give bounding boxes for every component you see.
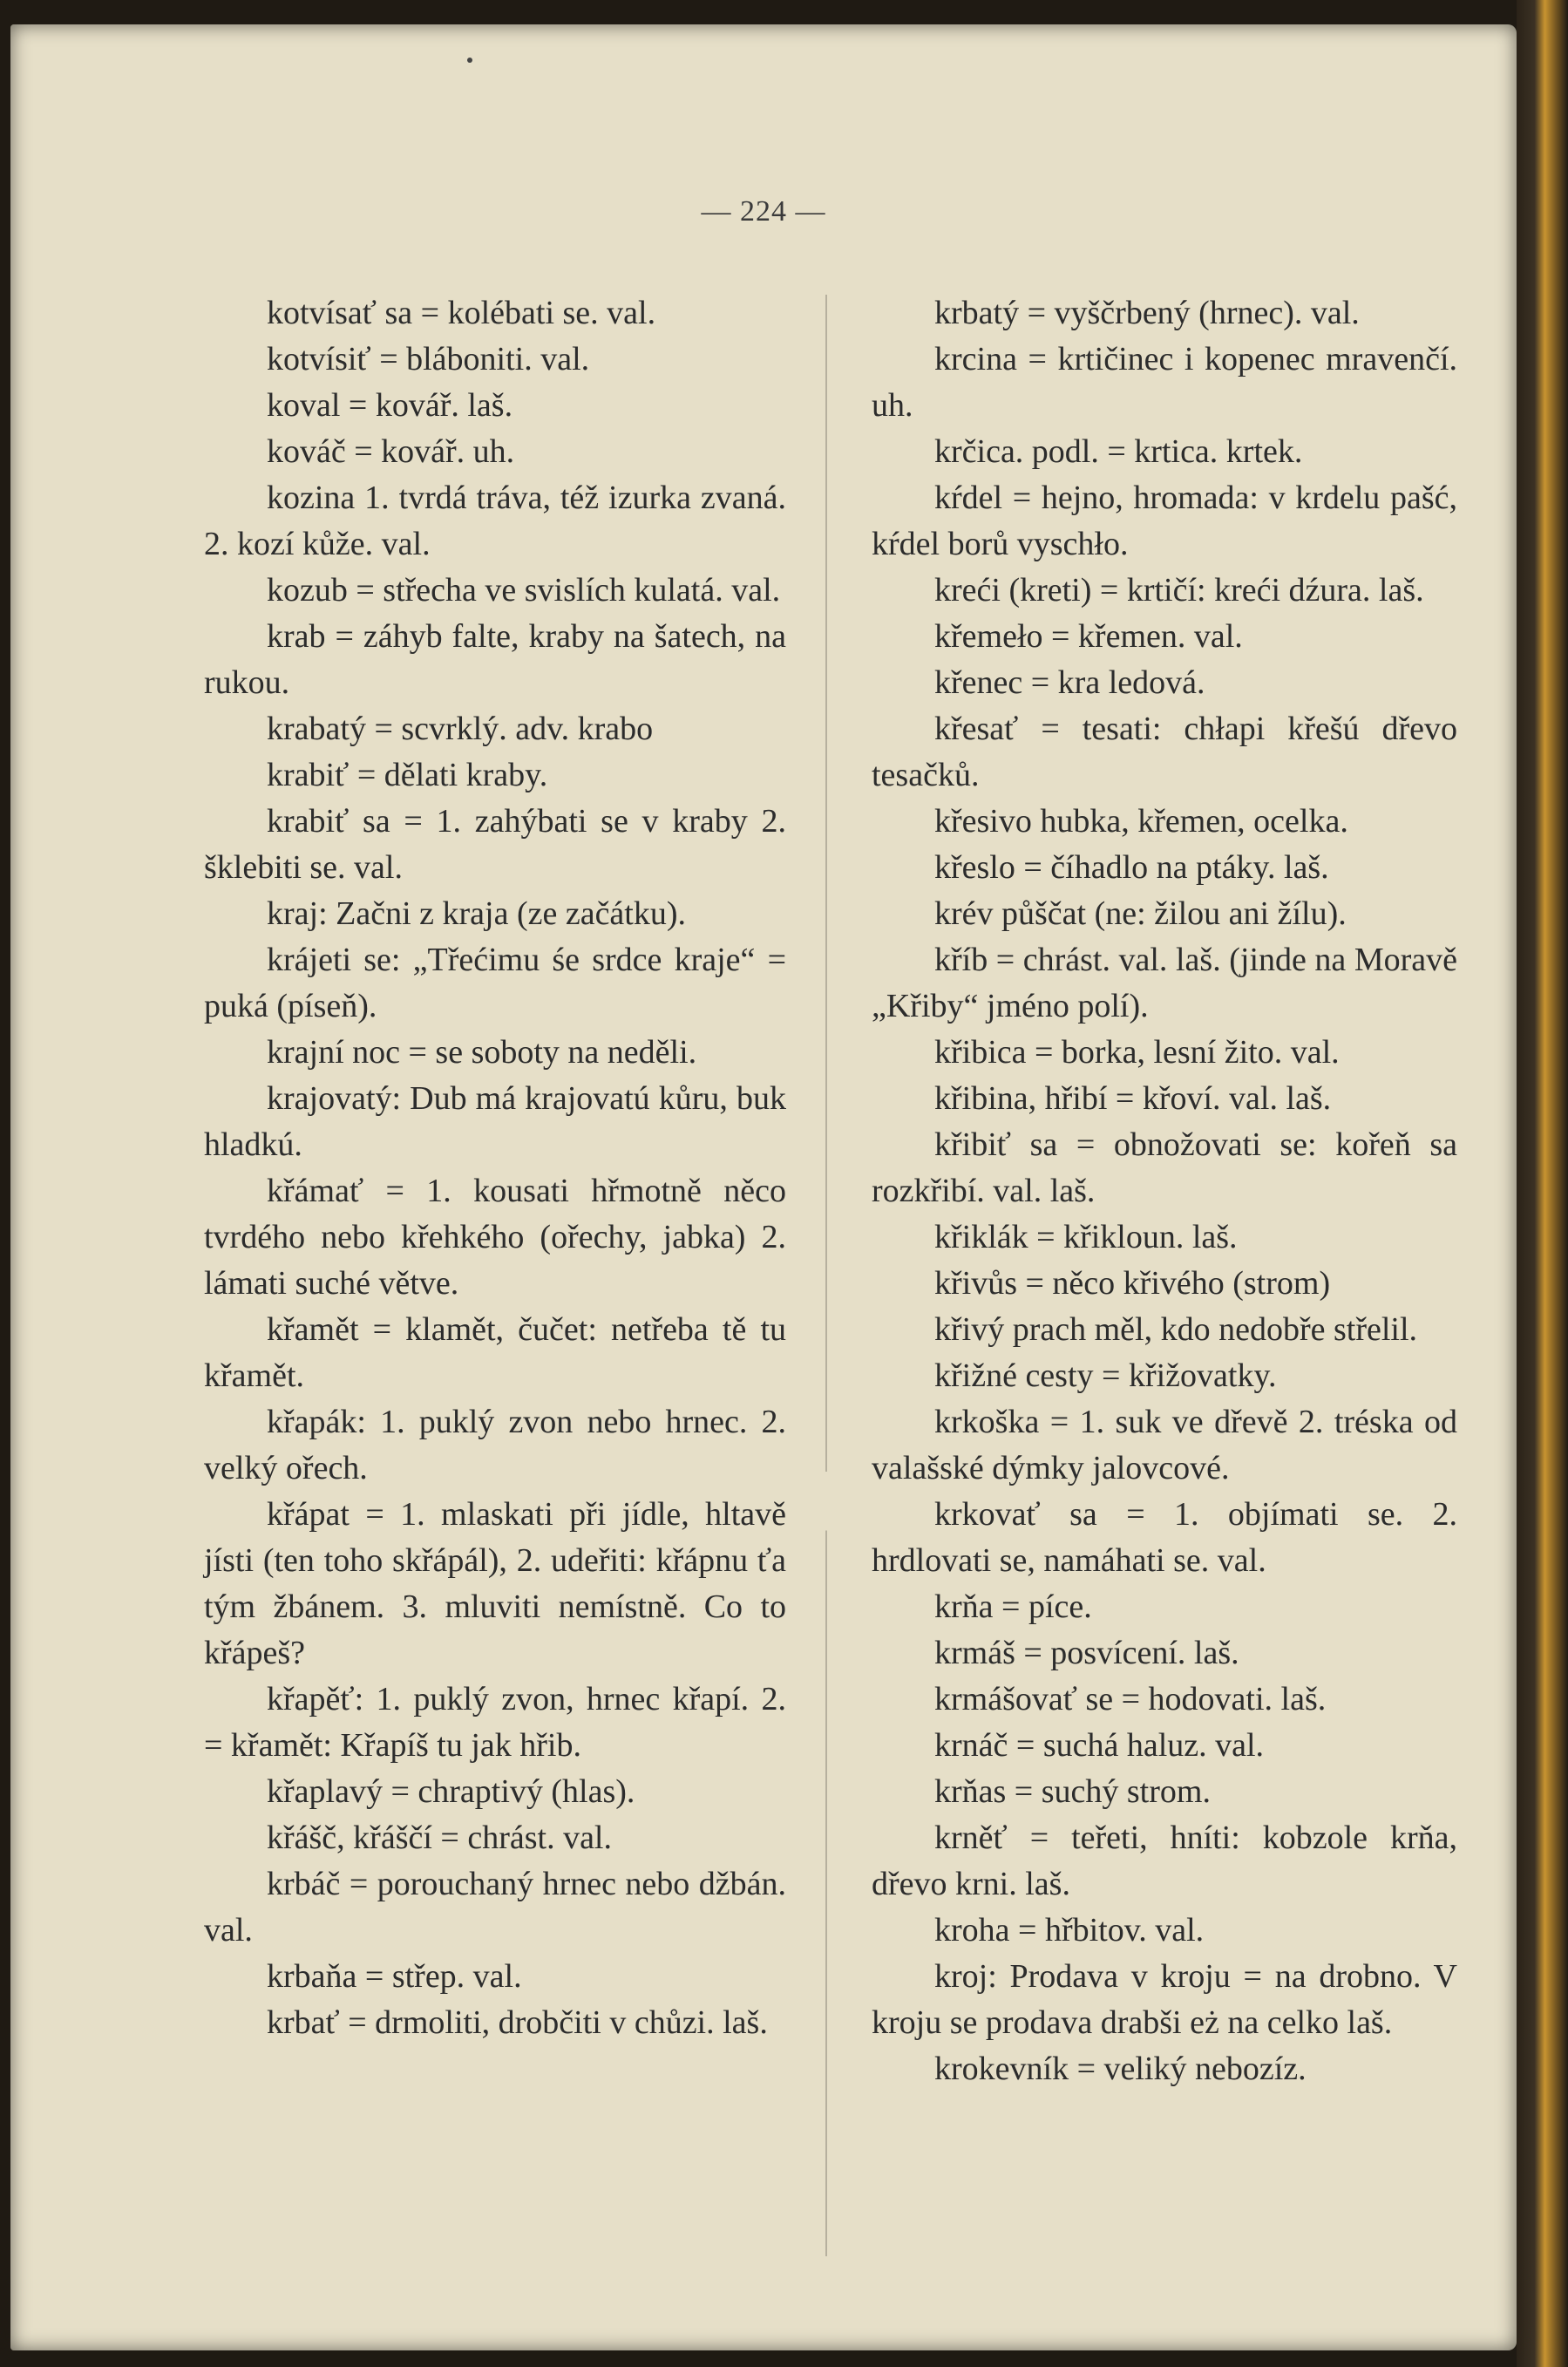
- dictionary-entry: křivůs = něco křivého (strom): [934, 1265, 1331, 1302]
- dictionary-entry: křibina, hřibí = křoví. val. laš.: [934, 1080, 1332, 1117]
- dictionary-entry: krbatý = vyščrbený (hrnec). val.: [934, 295, 1360, 331]
- dictionary-entry: krabatý = scvrklý. adv. krabo: [267, 711, 654, 747]
- column-divider: [825, 295, 827, 2256]
- dictionary-entry: krmášovať se = hodovati. laš.: [934, 1681, 1327, 1717]
- dictionary-entry: krněť = teřeti, hníti: kobzole krňa, dřevo krni. laš.: [872, 1819, 1457, 1902]
- dictionary-entry: krbáč = porouchaný hrnec nebo džbán. val.: [204, 1866, 786, 1949]
- dictionary-entry: krbaňa = střep. val.: [267, 1958, 522, 1995]
- dictionary-entry: křivý prach měl, kdo nedobře střelil.: [934, 1311, 1418, 1348]
- dictionary-entry: krab = záhyb falte, kraby na šatech, na rukou.: [204, 618, 786, 701]
- dictionary-entry: krňas = suchý strom.: [934, 1773, 1211, 1810]
- dictionary-entry: křápat = 1. mlaskati při jídle, hltavě jísti (ten toho skřápál), 2. udeřiti: křápnu ťa tým žbánem. 3. mluviti nemístně. Co to křápeš?: [204, 1496, 786, 1671]
- dictionary-entry: křášč, křáščí = chrást. val.: [267, 1819, 612, 1856]
- dictionary-entry: krmáš = posvícení. laš.: [934, 1635, 1239, 1671]
- book-spine: [1517, 0, 1568, 2367]
- dictionary-entry: kříb = chrást. val. laš. (jinde na Moravě „Křiby“ jméno polí).: [872, 942, 1457, 1024]
- dictionary-entry: krokevník = veliký nebozíz.: [934, 2051, 1307, 2087]
- dictionary-entry: kotvísať sa = kolébati se. val.: [267, 295, 656, 331]
- dictionary-entry: krčica. podl. = krtica. krtek.: [934, 433, 1303, 470]
- dictionary-entry: křeslo = číhadlo na ptáky. laš.: [934, 849, 1329, 886]
- dictionary-entry: křiklák = křikloun. laš.: [934, 1219, 1238, 1255]
- dictionary-entry: krnáč = suchá haluz. val.: [934, 1727, 1265, 1764]
- dictionary-entry: krňa = píce.: [934, 1588, 1092, 1625]
- dictionary-entry: kotvísiť = bláboniti. val.: [267, 341, 590, 377]
- dictionary-entry: kozina 1. tvrdá tráva, též izurka zvaná. 2. kozí kůže. val.: [204, 480, 786, 562]
- page-number: — 224 —: [701, 195, 826, 228]
- dictionary-entry: krajovatý: Dub má krajovatú kůru, buk hladkú.: [204, 1080, 786, 1163]
- dictionary-entry: krabiť sa = 1. zahýbati se v kraby 2. šklebiti se. val.: [204, 803, 786, 886]
- dictionary-entry: kŕdel = hejno, hromada: v krdelu pašć, kŕdel borů vyschło.: [872, 480, 1457, 562]
- left-column: [204, 290, 786, 2046]
- dictionary-entry: křapák: 1. puklý zvon nebo hrnec. 2. velký ořech.: [204, 1404, 786, 1486]
- dictionary-entry: krbať = drmoliti, drobčiti v chůzi. laš.: [267, 2004, 768, 2041]
- dictionary-entry: křaplavý = chraptivý (hlas).: [267, 1773, 635, 1810]
- dictionary-entry: křesivo hubka, křemen, ocelka.: [934, 803, 1348, 840]
- dictionary-entry: krájeti se: „Třećimu śe srdce kraje“ = puká (píseň).: [204, 942, 786, 1024]
- dictionary-entry: krév půščat (ne: žilou ani žílu).: [934, 895, 1347, 932]
- dictionary-entry: křenec = kra ledová.: [934, 664, 1205, 701]
- dictionary-entry: křižné cesty = křižovatky.: [934, 1357, 1277, 1394]
- dictionary-entry: kroj: Prodava v kroju = na drobno. V kroju se prodava drabši eż na celko laš.: [872, 1958, 1457, 2041]
- ink-dot: [467, 58, 472, 63]
- book-page: [10, 24, 1517, 2350]
- dictionary-entry: kraj: Začni z kraja (ze začátku).: [267, 895, 687, 932]
- dictionary-entry: křibica = borka, lesní žito. val.: [934, 1034, 1340, 1071]
- dictionary-entry: kroha = hřbitov. val.: [934, 1912, 1205, 1949]
- dictionary-entry: krabiť = dělati kraby.: [267, 757, 548, 793]
- dictionary-entry: křámať = 1. kousati hřmotně něco tvrdého nebo křehkého (ořechy, jabka) 2. lámati suché větve.: [204, 1173, 786, 1302]
- dictionary-entry: kozub = střecha ve svislích kulatá. val.: [267, 572, 781, 609]
- dictionary-entry: křamět = klamět, čučet: netřeba tě tu křamět.: [204, 1311, 786, 1394]
- right-column: [872, 290, 1457, 2092]
- dictionary-entry: křibiť sa = obnožovati se: kořeň sa rozkřibí. val. laš.: [872, 1126, 1457, 1209]
- dictionary-entry: krkovať sa = 1. objímati se. 2. hrdlovati se, namáhati se. val.: [872, 1496, 1457, 1579]
- dictionary-entry: křapěť: 1. puklý zvon, hrnec křapí. 2. = křamět: Křapíš tu jak hřib.: [204, 1681, 786, 1764]
- dictionary-entry: koval = kovář. laš.: [267, 387, 513, 424]
- dictionary-entry: kováč = kovář. uh.: [267, 433, 515, 470]
- dictionary-entry: křemeło = křemen. val.: [934, 618, 1243, 655]
- dictionary-entry: krkoška = 1. suk ve dřevě 2. tréska od valašské dýmky jalovcové.: [872, 1404, 1457, 1486]
- dictionary-entry: kreći (kreti) = krtičí: kreći dźura. laš.: [934, 572, 1424, 609]
- dictionary-entry: krcina = krtičinec i kopenec mravenčí. uh.: [872, 341, 1457, 424]
- dictionary-entry: krajní noc = se soboty na neděli.: [267, 1034, 697, 1071]
- dictionary-entry: křesať = tesati: chłapi křešú dřevo tesačků.: [872, 711, 1457, 793]
